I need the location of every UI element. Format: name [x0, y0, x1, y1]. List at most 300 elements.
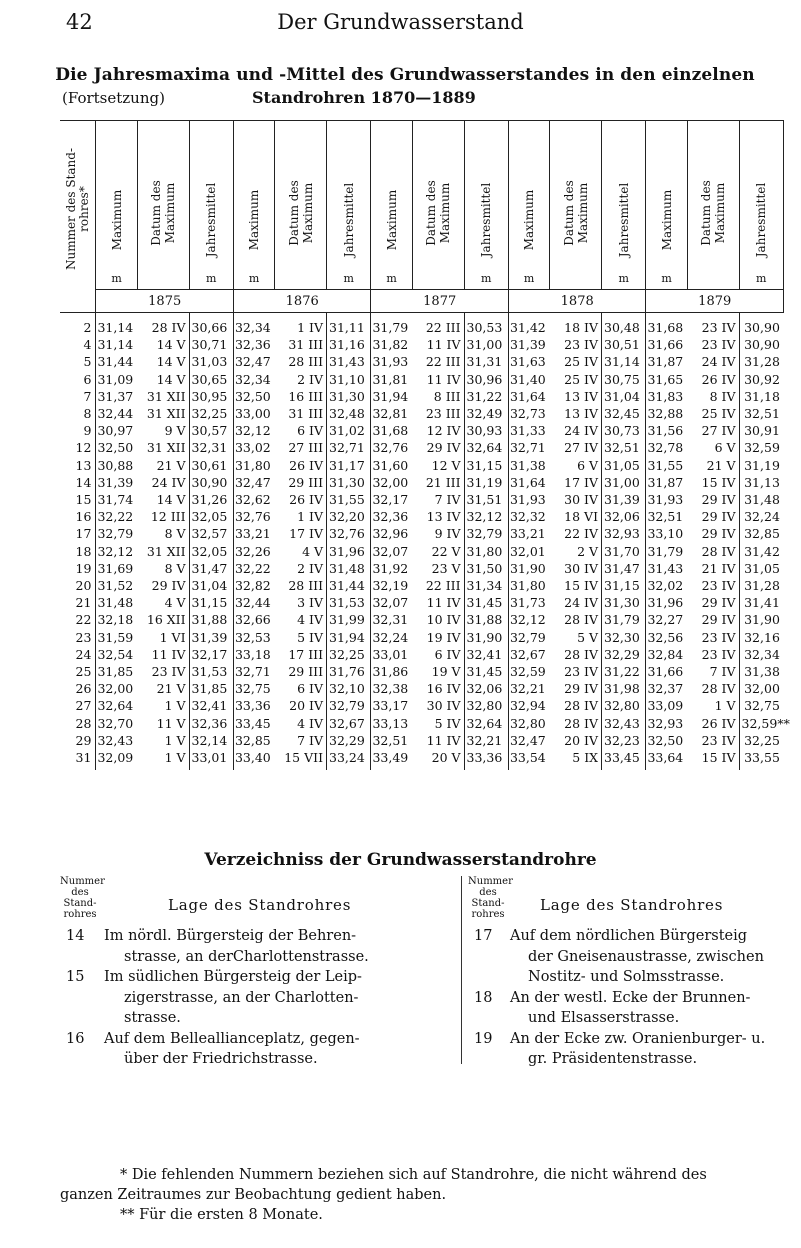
jahresmittel-cell: 30,91 [739, 422, 783, 439]
datum-cell: 28 IV [151, 320, 186, 335]
maximum-cell: 31,93 [646, 491, 687, 508]
maximum-cell: 31,38 [508, 457, 549, 474]
jahresmittel-cell: 32,64 [464, 715, 508, 732]
jahresmittel-cell: 31,34 [464, 577, 508, 594]
year-header: 1876 [233, 290, 371, 313]
maximum-cell: 32,76 [371, 439, 412, 456]
jahresmittel-cell: 32,64 [464, 439, 508, 456]
datum-cell: 4 V [302, 543, 324, 559]
datum-cell: 11 V [156, 715, 186, 731]
datum-cell: 31 III [288, 337, 324, 353]
datum-cell: 18 VI [564, 509, 599, 525]
datum-cell: 8 III [433, 388, 461, 404]
column-header-label: Jahresmittel [754, 182, 769, 258]
maximum-cell: 31,42 [508, 313, 549, 337]
jahresmittel-cell: 30,65 [189, 371, 233, 388]
verzeichniss-entry [468, 1029, 788, 1070]
datum-cell: 23 IV [701, 337, 736, 353]
entry-text [510, 926, 764, 988]
jahresmittel-cell: 31,30 [327, 474, 371, 491]
unit-label: m [481, 272, 492, 285]
maximum-cell: 32,79 [508, 629, 549, 646]
standrohr-number: 20 [75, 578, 92, 594]
page-number: 42 [66, 10, 93, 34]
entry-text [510, 988, 750, 1029]
datum-cell: 6 IV [297, 681, 324, 697]
jahresmittel-cell: 31,19 [739, 457, 783, 474]
entry-line: strasse. [124, 1010, 181, 1026]
jahresmittel-cell: 30,71 [189, 336, 233, 353]
jahresmittel-cell: 31,05 [602, 457, 646, 474]
maximum-cell: 31,93 [508, 491, 549, 508]
datum-cell: 23 III [425, 406, 461, 422]
datum-cell: 26 IV [701, 371, 736, 387]
maximum-cell: 32,79 [96, 525, 137, 542]
jahresmittel-cell: 32,21 [464, 732, 508, 749]
datum-cell: 28 IV [564, 698, 599, 714]
column-header-label: Jahresmittel [341, 182, 356, 258]
jahresmittel-cell: 30,48 [602, 313, 646, 337]
unit-label: m [206, 272, 217, 285]
column-header [371, 121, 412, 290]
maximum-cell: 33,54 [508, 749, 549, 770]
maximum-cell: 33,64 [646, 749, 687, 770]
entry-number: 15 [66, 969, 85, 985]
maximum-cell: 31,83 [646, 388, 687, 405]
standrohr-number: 8 [83, 406, 92, 422]
datum-cell: 9 IV [434, 526, 461, 542]
column-header [233, 121, 274, 290]
unit-label: m [618, 272, 629, 285]
jahresmittel-cell: 31,30 [327, 388, 371, 405]
maximum-cell: 32,07 [371, 594, 412, 611]
datum-cell: 15 IV [701, 750, 736, 766]
datum-cell: 25 IV [701, 406, 736, 422]
table-row [60, 543, 784, 560]
datum-cell: 29 IV [701, 595, 736, 611]
jahresmittel-cell: 30,66 [189, 313, 233, 337]
jahresmittel-cell: 31,85 [189, 680, 233, 697]
datum-cell: 21 III [425, 474, 461, 490]
maximum-cell: 31,66 [646, 663, 687, 680]
jahresmittel-cell: 31,47 [189, 560, 233, 577]
column-header [508, 121, 549, 290]
entry-number: 18 [474, 989, 493, 1006]
jahresmittel-cell: 31,11 [327, 313, 371, 337]
maximum-cell: 32,07 [371, 543, 412, 560]
maximum-cell: 32,94 [508, 697, 549, 714]
jahresmittel-cell: 31,22 [602, 663, 646, 680]
maximum-cell: 32,71 [233, 663, 274, 680]
table-row [60, 336, 784, 353]
datum-cell: 12 IV [426, 423, 461, 439]
column-header-label: Datum des Maximum [699, 180, 728, 246]
datum-cell: 21 V [156, 681, 186, 697]
standrohr-number: 24 [75, 646, 92, 662]
jahresmittel-cell: 32,29 [327, 732, 371, 749]
standrohr-number: 21 [75, 595, 92, 611]
jahresmittel-cell: 31,15 [464, 457, 508, 474]
datum-cell: 23 V [431, 560, 461, 576]
column-header-label: Maximum [247, 189, 262, 251]
maximum-cell: 31,48 [96, 594, 137, 611]
datum-cell: 4 IV [297, 715, 324, 731]
entry-line: gr. Präsidentenstrasse. [528, 1051, 698, 1067]
maximum-cell: 32,51 [371, 732, 412, 749]
standrohr-number: 4 [83, 337, 92, 353]
datum-cell: 1 IV [297, 320, 324, 335]
datum-cell: 20 IV [289, 698, 324, 714]
maximum-cell: 32,34 [233, 313, 274, 337]
maximum-cell: 31,64 [508, 474, 549, 491]
jahresmittel-cell: 31,76 [327, 663, 371, 680]
standrohr-number: 7 [83, 388, 92, 404]
jahresmittel-cell: 31,02 [327, 422, 371, 439]
jahresmittel-cell: 31,48 [739, 491, 783, 508]
maximum-cell: 32,26 [233, 543, 274, 560]
maximum-cell: 32,17 [371, 491, 412, 508]
maximum-cell: 32,01 [508, 543, 549, 560]
unit-label: m [343, 272, 354, 285]
datum-cell: 1 IV [297, 509, 324, 525]
datum-cell: 19 IV [426, 629, 461, 645]
jahresmittel-cell: 31,41 [739, 594, 783, 611]
jahresmittel-cell: 30,96 [464, 371, 508, 388]
datum-cell: 2 IV [297, 560, 324, 576]
jahresmittel-cell: 31,05 [739, 560, 783, 577]
maximum-cell: 31,56 [646, 422, 687, 439]
table-row [60, 353, 784, 370]
maximum-cell: 33,10 [646, 525, 687, 542]
maximum-cell: 31,52 [96, 577, 137, 594]
jahresmittel-cell: 31,22 [464, 388, 508, 405]
maximum-cell: 32,36 [233, 336, 274, 353]
jahresmittel-cell: 32,10 [327, 680, 371, 697]
lage-label: Lage des Standrohres [540, 896, 724, 914]
datum-cell: 16 IV [426, 681, 461, 697]
maximum-cell: 31,85 [96, 663, 137, 680]
column-header [96, 121, 137, 290]
entry-text [510, 1029, 765, 1070]
maximum-cell: 33,21 [508, 525, 549, 542]
datum-cell: 23 IV [701, 732, 736, 748]
nummer-label: Nummer des Stand- rohres [60, 876, 105, 920]
maximum-cell: 31,96 [646, 594, 687, 611]
column-header-label: Maximum [522, 189, 537, 251]
maximum-cell: 32,71 [508, 439, 549, 456]
datum-cell: 28 III [288, 354, 324, 370]
jahresmittel-cell: 31,43 [327, 353, 371, 370]
datum-cell: 7 IV [297, 732, 324, 748]
unit-label: m [111, 272, 122, 285]
jahresmittel-cell: 31,98 [602, 680, 646, 697]
jahresmittel-cell: 30,51 [602, 336, 646, 353]
jahresmittel-cell: 31,45 [464, 663, 508, 680]
datum-cell: 29 IV [564, 681, 599, 697]
datum-cell: 28 IV [564, 646, 599, 662]
datum-cell: 1 V [164, 750, 186, 766]
maximum-cell: 31,55 [646, 457, 687, 474]
datum-cell: 31 XII [146, 406, 186, 422]
entry-text [104, 1029, 360, 1070]
datum-cell: 23 IV [701, 578, 736, 594]
datum-cell: 22 V [431, 543, 461, 559]
datum-cell: 21 V [156, 457, 186, 473]
jahresmittel-cell: 31,70 [602, 543, 646, 560]
maximum-cell: 32,64 [96, 697, 137, 714]
jahresmittel-cell: 31,10 [327, 371, 371, 388]
maximum-cell: 32,66 [233, 611, 274, 628]
entry-line: über der Friedrichstrasse. [124, 1051, 318, 1067]
maximum-cell: 31,63 [508, 353, 549, 370]
jahresmittel-cell: 32,79 [464, 525, 508, 542]
datum-cell: 24 IV [564, 423, 599, 439]
standrohr-number: 29 [75, 732, 92, 748]
unit-label: m [756, 272, 767, 285]
datum-cell: 11 IV [426, 371, 461, 387]
maximum-cell: 32,12 [233, 422, 274, 439]
jahresmittel-cell: 30,90 [739, 336, 783, 353]
jahresmittel-cell: 32,34 [739, 646, 783, 663]
maximum-cell: 31,74 [96, 491, 137, 508]
verzeichniss-title: Verzeichniss der Grundwasserstandrohre [204, 850, 597, 870]
entry-text [104, 967, 362, 1029]
jahresmittel-cell: 32,43 [602, 715, 646, 732]
standrohr-number: 23 [75, 629, 92, 645]
maximum-cell: 31,64 [508, 388, 549, 405]
standrohr-number: 12 [75, 440, 92, 456]
jahresmittel-cell: 31,44 [327, 577, 371, 594]
maximum-cell: 32,56 [646, 629, 687, 646]
datum-cell: 25 IV [564, 371, 599, 387]
jahresmittel-cell: 31,26 [189, 491, 233, 508]
jahresmittel-cell: 32,41 [189, 697, 233, 714]
standrohr-number: 14 [75, 474, 92, 490]
unit-label: m [523, 272, 535, 285]
standrohr-number: 26 [75, 681, 92, 697]
maximum-cell: 31,87 [646, 353, 687, 370]
verzeichniss-entry [60, 926, 460, 967]
datum-cell: 22 III [425, 320, 461, 335]
table-row [60, 749, 784, 770]
jahresmittel-cell: 31,53 [189, 663, 233, 680]
jahresmittel-cell: 32,45 [602, 405, 646, 422]
standrohr-number: 9 [83, 423, 92, 439]
maximum-cell: 32,70 [96, 715, 137, 732]
maximum-cell: 32,37 [646, 680, 687, 697]
year-header: 1877 [371, 290, 509, 313]
datum-cell: 16 XII [146, 612, 186, 628]
maximum-cell: 31,86 [371, 663, 412, 680]
datum-cell: 28 IV [564, 715, 599, 731]
datum-cell: 27 IV [564, 440, 599, 456]
jahresmittel-cell: 31,04 [602, 388, 646, 405]
table-row [60, 594, 784, 611]
maximum-cell: 31,90 [508, 560, 549, 577]
jahresmittel-cell: 33,01 [189, 749, 233, 770]
datum-cell: 13 IV [564, 406, 599, 422]
maximum-cell: 32,81 [371, 405, 412, 422]
maximum-cell: 32,00 [96, 680, 137, 697]
standrohr-number: 31 [75, 750, 92, 766]
datum-cell: 23 IV [151, 664, 186, 680]
column-header [275, 121, 327, 290]
standrohr-number: 25 [75, 664, 92, 680]
datum-cell: 5 IV [297, 629, 324, 645]
maximum-cell: 31,60 [371, 457, 412, 474]
maximum-cell: 32,32 [508, 508, 549, 525]
maximum-cell: 32,96 [371, 525, 412, 542]
datum-cell: 15 IV [701, 474, 736, 490]
jahresmittel-cell: 30,90 [739, 313, 783, 337]
maximum-cell: 33,18 [233, 646, 274, 663]
maximum-cell: 33,40 [233, 749, 274, 770]
datum-cell: 14 V [156, 492, 186, 508]
entry-line: Nostitz- und Solmsstrasse. [528, 969, 725, 985]
maximum-cell: 32,47 [233, 353, 274, 370]
column-header [687, 121, 739, 290]
unit-label: m [248, 272, 260, 285]
jahresmittel-cell: 31,00 [464, 336, 508, 353]
maximum-cell: 31,68 [371, 422, 412, 439]
standrohr-number: 19 [75, 560, 92, 576]
table-row [60, 388, 784, 405]
jahresmittel-cell: 30,75 [602, 371, 646, 388]
datum-cell: 29 III [288, 664, 324, 680]
standrohr-number: 2 [83, 320, 92, 335]
jahresmittel-cell: 31,17 [327, 457, 371, 474]
datum-cell: 28 IV [701, 681, 736, 697]
maximum-cell: 33,13 [371, 715, 412, 732]
standrohr-number: 16 [75, 509, 92, 525]
year-header: 1878 [508, 290, 646, 313]
datum-cell: 28 IV [701, 543, 736, 559]
jahresmittel-cell: 31,50 [464, 560, 508, 577]
jahresmittel-cell: 30,57 [189, 422, 233, 439]
jahresmittel-cell: 32,06 [464, 680, 508, 697]
jahresmittel-cell: 32,31 [189, 439, 233, 456]
table-row [60, 715, 784, 732]
jahresmittel-cell: 31,30 [602, 594, 646, 611]
year-header: 1875 [96, 290, 234, 313]
jahresmittel-cell: 31,28 [739, 353, 783, 370]
datum-cell: 17 IV [564, 474, 599, 490]
datum-cell: 4 IV [297, 612, 324, 628]
jahresmittel-cell: 32,93 [602, 525, 646, 542]
column-header-label: Jahresmittel [616, 182, 631, 258]
datum-cell: 6 V [714, 440, 736, 456]
maximum-cell: 31,92 [371, 560, 412, 577]
datum-cell: 2 V [577, 543, 599, 559]
maximum-cell: 33,01 [371, 646, 412, 663]
jahresmittel-cell: 32,05 [189, 543, 233, 560]
maximum-cell: 31,65 [646, 371, 687, 388]
datum-cell: 30 IV [426, 698, 461, 714]
jahresmittel-cell: 31,90 [739, 611, 783, 628]
maximum-cell: 31,33 [508, 422, 549, 439]
standrohr-number: 22 [75, 612, 92, 628]
column-header [602, 121, 646, 290]
jahresmittel-cell: 31,18 [739, 388, 783, 405]
datum-cell: 11 IV [151, 646, 186, 662]
table-row [60, 663, 784, 680]
jahresmittel-cell: 32,06 [602, 508, 646, 525]
entry-text [104, 926, 369, 967]
maximum-cell: 32,93 [646, 715, 687, 732]
maximum-cell: 32,59 [508, 663, 549, 680]
nummer-header [60, 121, 96, 313]
datum-cell: 24 IV [151, 474, 186, 490]
jahresmittel-cell: 31,94 [327, 629, 371, 646]
maximum-cell: 31,44 [96, 353, 137, 370]
maximum-cell: 31,37 [96, 388, 137, 405]
datum-cell: 16 III [288, 388, 324, 404]
maximum-cell: 32,85 [233, 732, 274, 749]
table-row [60, 525, 784, 542]
datum-cell: 30 IV [564, 560, 599, 576]
jahresmittel-cell: 31,03 [189, 353, 233, 370]
nummer-label: Nummer des Stand- rohres [468, 876, 513, 920]
column-header-label: Datum des Maximum [286, 180, 315, 246]
jahresmittel-cell: 32,17 [189, 646, 233, 663]
verzeichniss-right-column [468, 876, 788, 1070]
jahresmittel-cell: 32,51 [739, 405, 783, 422]
verzeichniss-divider [461, 876, 462, 1064]
maximum-cell: 32,88 [646, 405, 687, 422]
datum-cell: 22 IV [564, 526, 599, 542]
datum-cell: 23 IV [701, 629, 736, 645]
column-header-label: Datum des Maximum [561, 180, 590, 246]
maximum-cell: 31,68 [646, 313, 687, 337]
datum-cell: 19 V [431, 664, 461, 680]
jahresmittel-cell: 33,55 [739, 749, 783, 770]
jahresmittel-cell: 32,79 [327, 697, 371, 714]
verzeichniss-entry [60, 1029, 460, 1070]
maximum-cell: 32,84 [646, 646, 687, 663]
jahresmittel-cell: 32,36 [189, 715, 233, 732]
jahresmittel-cell: 30,90 [189, 474, 233, 491]
maximum-cell: 32,44 [233, 594, 274, 611]
maximum-cell: 31,73 [508, 594, 549, 611]
maximum-cell: 31,59 [96, 629, 137, 646]
unit-label: m [386, 272, 397, 285]
jahresmittel-cell: 32,80 [602, 697, 646, 714]
data-table-container [60, 120, 790, 770]
jahresmittel-cell: 30,53 [464, 313, 508, 337]
maximum-cell: 33,17 [371, 697, 412, 714]
maximum-cell: 31,39 [508, 336, 549, 353]
jahresmittel-cell: 30,92 [739, 371, 783, 388]
datum-cell: 4 V [164, 595, 186, 611]
maximum-cell: 32,27 [646, 611, 687, 628]
footnote-1-line-2: ganzen Zeitraumes zur Beobachtung gedient haben. [60, 1187, 447, 1203]
running-title: Der Grundwasserstand [277, 10, 524, 34]
datum-cell: 11 IV [426, 337, 461, 353]
unit-label: m [661, 272, 672, 285]
maximum-cell: 32,47 [508, 732, 549, 749]
datum-cell: 29 IV [151, 578, 186, 594]
maximum-cell: 31,79 [371, 313, 412, 337]
jahresmittel-cell: 32,12 [464, 508, 508, 525]
column-header-label: Maximum [109, 189, 124, 251]
standrohr-number: 17 [75, 526, 92, 542]
datum-cell: 5 IV [434, 715, 461, 731]
jahresmittel-cell: 32,24 [739, 508, 783, 525]
column-header [550, 121, 602, 290]
maximum-cell: 32,31 [371, 611, 412, 628]
datum-cell: 26 IV [289, 492, 324, 508]
column-header-label: Datum des Maximum [149, 180, 178, 246]
